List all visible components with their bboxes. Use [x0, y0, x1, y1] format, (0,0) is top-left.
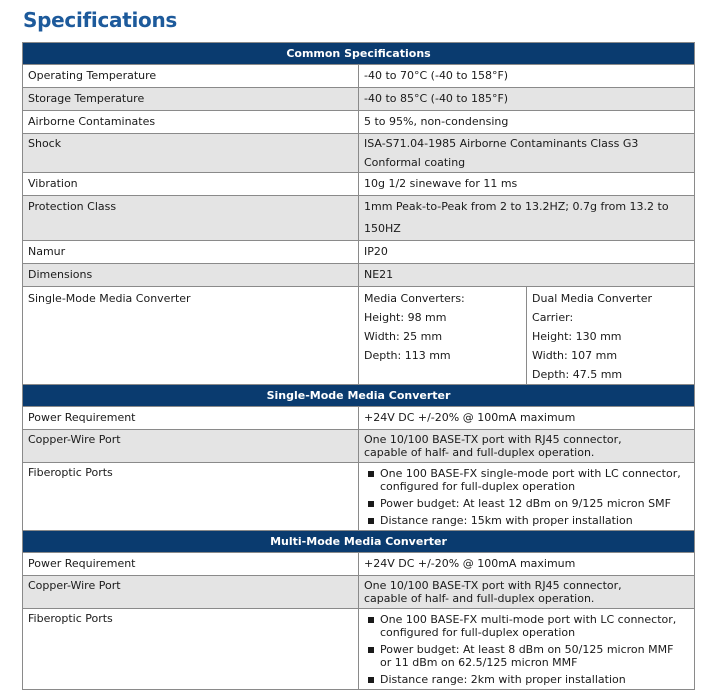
bullet-item: [364, 465, 689, 493]
row-value: [359, 430, 695, 463]
bullet-item: [364, 671, 689, 686]
row-label: Copper-Wire Port: [23, 430, 359, 463]
row-label: Vibration: [23, 173, 359, 196]
bullet-text: Distance range: 2km with proper installation: [380, 673, 626, 686]
bullet-square-icon: [368, 617, 374, 623]
bullet-item: [364, 495, 689, 510]
row-label: Storage Temperature: [23, 88, 359, 111]
row-label: Copper-Wire Port: [23, 576, 359, 609]
bullet-square-icon: [368, 677, 374, 683]
row-value: IP20: [359, 241, 695, 264]
bullet-text: configured for full-duplex operation: [380, 480, 576, 493]
row-value: [359, 576, 695, 609]
dim-line: Height: 98 mm: [364, 311, 447, 324]
bullet-text: One 100 BASE-FX multi-mode port with LC connector,: [380, 613, 677, 626]
value-line: capable of half- and full-duplex operation.: [364, 592, 595, 605]
row-value: [359, 609, 695, 690]
specifications-table: [22, 42, 695, 690]
bullet-text: Distance range: 15km with proper installation: [380, 514, 633, 527]
bullet-square-icon: [368, 647, 374, 653]
bullet-text: Power budget: At least 12 dBm on 9/125 micron SMF: [380, 497, 671, 510]
value-line: capable of half- and full-duplex operation.: [364, 446, 595, 459]
section-header-common: Common Specifications: [23, 43, 695, 65]
row-label: Dimensions: [23, 264, 359, 287]
dim-line: Height: 130 mm: [532, 330, 622, 343]
dual-carrier-column: [526, 287, 694, 385]
bullet-square-icon: [368, 471, 374, 477]
row-value: -40 to 85°C (-40 to 185°F): [359, 88, 695, 111]
row-label: Namur: [23, 241, 359, 264]
dim-line: Depth: 47.5 mm: [532, 368, 623, 381]
bullet-item: [364, 641, 689, 669]
row-value: [359, 134, 695, 173]
bullet-text: One 100 BASE-FX single-mode port with LC connector,: [380, 467, 681, 480]
dimensions-columns: [359, 287, 694, 385]
row-label: Shock: [23, 134, 359, 173]
row-label: Fiberoptic Ports: [23, 463, 359, 531]
row-value: [359, 287, 695, 385]
row-label: Power Requirement: [23, 553, 359, 576]
value-line: One 10/100 BASE-TX port with RJ45 connector,: [364, 433, 622, 446]
value-line: One 10/100 BASE-TX port with RJ45 connector,: [364, 579, 622, 592]
bullet-item: [364, 611, 689, 639]
dim-line: Depth: 113 mm: [364, 349, 451, 362]
row-value: +24V DC +/-20% @ 100mA maximum: [359, 407, 695, 430]
dim-line: Width: 107 mm: [532, 349, 618, 362]
bullet-text: or 11 dBm on 62.5/125 micron MMF: [380, 656, 578, 669]
page-title: Specifications: [23, 8, 178, 32]
section-header-multi-mode: Multi-Mode Media Converter: [23, 531, 695, 553]
row-value: NE21: [359, 264, 695, 287]
row-label: Operating Temperature: [23, 65, 359, 88]
dim-line: Media Converters:: [364, 292, 465, 305]
row-label: Protection Class: [23, 196, 359, 241]
row-label: Airborne Contaminates: [23, 111, 359, 134]
row-value: -40 to 70°C (-40 to 158°F): [359, 65, 695, 88]
row-value: 1mm Peak-to-Peak from 2 to 13.2HZ; 0.7g from 13.2 to 150HZ: [359, 196, 695, 241]
row-value: 10g 1/2 sinewave for 11 ms: [359, 173, 695, 196]
row-value: 5 to 95%, non-condensing: [359, 111, 695, 134]
value-line: ISA-S71.04-1985 Airborne Contaminants Class G3: [364, 137, 639, 150]
bullet-square-icon: [368, 518, 374, 524]
dim-line: Width: 25 mm: [364, 330, 443, 343]
row-value: +24V DC +/-20% @ 100mA maximum: [359, 553, 695, 576]
row-label: Fiberoptic Ports: [23, 609, 359, 690]
bullet-square-icon: [368, 501, 374, 507]
value-line: Conformal coating: [364, 156, 466, 169]
dim-line: Dual Media Converter Carrier:: [532, 292, 653, 324]
media-converters-column: [359, 287, 526, 385]
bullet-item: [364, 512, 689, 527]
section-header-single-mode: Single-Mode Media Converter: [23, 385, 695, 407]
row-value: [359, 463, 695, 531]
row-label: Single-Mode Media Converter: [23, 287, 359, 385]
bullet-text: Power budget: At least 8 dBm on 50/125 micron MMF: [380, 643, 674, 656]
bullet-text: configured for full-duplex operation: [380, 626, 576, 639]
row-label: Power Requirement: [23, 407, 359, 430]
